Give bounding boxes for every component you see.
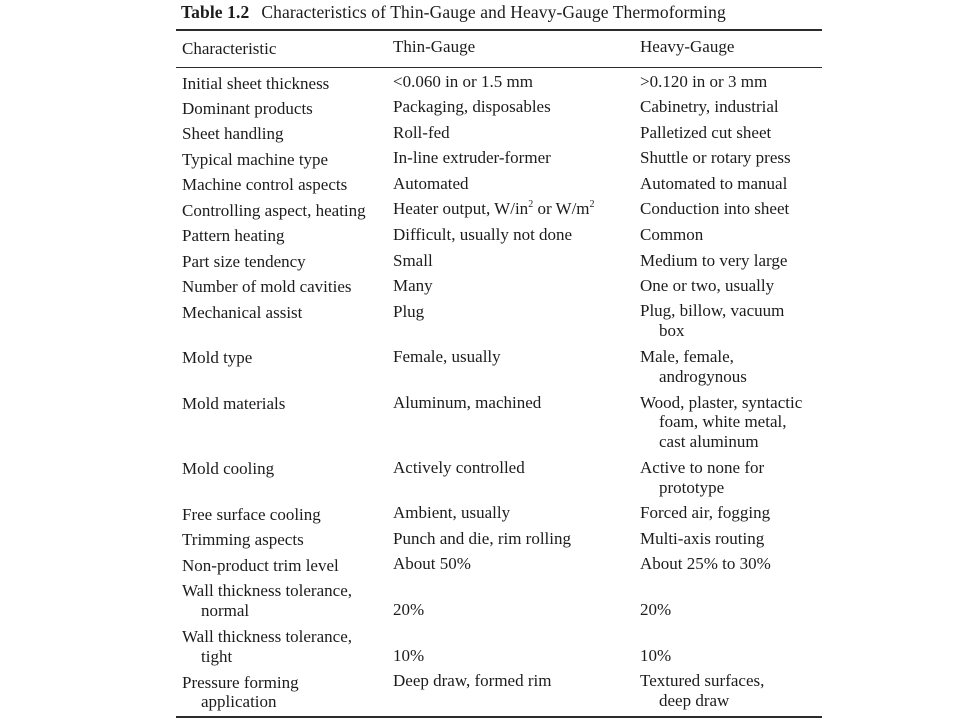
thin-gauge-cell: Many	[393, 276, 433, 295]
heavy-gauge-cell: Automated to manual	[640, 174, 788, 193]
characteristic-cell: Trimming aspects	[182, 530, 304, 549]
heavy-gauge-cell: Active to none for	[640, 458, 765, 477]
heavy-gauge-cell-continued: androgynous	[659, 367, 747, 386]
heavy-gauge-cell: Multi-axis routing	[640, 529, 765, 548]
heavy-gauge-cell-continued: box	[659, 321, 685, 340]
thin-gauge-cell: Punch and die, rim rolling	[393, 529, 572, 548]
heavy-gauge-cell-continued: deep draw	[659, 691, 730, 710]
thin-gauge-cell: 10%	[393, 646, 425, 665]
superscript: 2	[528, 199, 534, 210]
characteristic-cell: Pressure forming	[182, 673, 299, 692]
characteristic-cell: Part size tendency	[182, 252, 306, 271]
table-title: Characteristics of Thin-Gauge and Heavy-Gauge Thermoforming	[261, 2, 726, 22]
thin-gauge-cell: Ambient, usually	[393, 503, 511, 522]
superscript: 2	[589, 199, 595, 210]
characteristic-cell: Machine control aspects	[182, 175, 348, 194]
thin-gauge-cell: Deep draw, formed rim	[393, 671, 552, 690]
thin-gauge-cell: Female, usually	[393, 347, 501, 366]
characteristic-cell: Pattern heating	[182, 226, 285, 245]
thin-gauge-cell: Automated	[393, 174, 469, 193]
characteristic-cell: Mold materials	[182, 394, 286, 413]
heavy-gauge-cell: Shuttle or rotary press	[640, 148, 791, 167]
heavy-gauge-cell: Plug, billow, vacuum	[640, 301, 785, 320]
thin-gauge-cell: <0.060 in or 1.5 mm	[393, 72, 533, 91]
header-characteristic: Characteristic	[182, 39, 277, 58]
heavy-gauge-cell: One or two, usually	[640, 276, 775, 295]
heavy-gauge-cell: Male, female,	[640, 347, 734, 366]
heavy-gauge-cell: Conduction into sheet	[640, 199, 790, 218]
thin-gauge-cell: Aluminum, machined	[393, 393, 542, 412]
heavy-gauge-cell: 10%	[640, 646, 672, 665]
characteristic-cell-continued: tight	[201, 647, 233, 666]
heavy-gauge-cell: 20%	[640, 600, 672, 619]
characteristic-cell: Sheet handling	[182, 124, 284, 143]
heavy-gauge-cell: >0.120 in or 3 mm	[640, 72, 768, 91]
heavy-gauge-cell: Common	[640, 225, 704, 244]
characteristic-cell: Free surface cooling	[182, 505, 321, 524]
header-rule	[176, 67, 822, 68]
thin-gauge-cell: Packaging, disposables	[393, 97, 551, 116]
thin-gauge-text: or W/m	[533, 199, 590, 218]
characteristic-cell: Mold type	[182, 348, 253, 367]
characteristic-cell: Wall thickness tolerance,	[182, 627, 352, 646]
characteristic-cell-continued: normal	[201, 601, 250, 620]
characteristic-cell-continued: application	[201, 692, 277, 711]
characteristic-cell: Number of mold cavities	[182, 277, 352, 296]
heavy-gauge-cell: Textured surfaces,	[640, 671, 765, 690]
characteristic-cell: Wall thickness tolerance,	[182, 581, 352, 600]
heavy-gauge-cell-continued: cast aluminum	[659, 432, 759, 451]
thin-gauge-cell: Small	[393, 251, 433, 270]
bottom-rule	[176, 716, 822, 718]
characteristic-cell: Typical machine type	[182, 150, 329, 169]
thin-gauge-cell: 20%	[393, 600, 425, 619]
characteristic-cell: Initial sheet thickness	[182, 74, 330, 93]
characteristic-cell: Mechanical assist	[182, 303, 303, 322]
thin-gauge-cell: In-line extruder-former	[393, 148, 551, 167]
thin-gauge-cell: Roll-fed	[393, 123, 450, 142]
heavy-gauge-cell: About 25% to 30%	[640, 554, 771, 573]
table-label: Table 1.2	[181, 2, 250, 22]
heavy-gauge-cell: Palletized cut sheet	[640, 123, 772, 142]
thin-gauge-cell: Plug	[393, 302, 425, 321]
characteristic-cell: Non-product trim level	[182, 556, 339, 575]
heavy-gauge-cell-continued: foam, white metal,	[659, 412, 787, 431]
heavy-gauge-cell: Forced air, fogging	[640, 503, 771, 522]
characteristic-cell: Dominant products	[182, 99, 313, 118]
thin-gauge-cell	[393, 199, 595, 219]
thin-gauge-cell: About 50%	[393, 554, 471, 573]
heavy-gauge-cell: Cabinetry, industrial	[640, 97, 779, 116]
thin-gauge-cell: Difficult, usually not done	[393, 225, 573, 244]
header-thin-gauge: Thin-Gauge	[393, 37, 476, 56]
top-rule	[176, 29, 822, 31]
thin-gauge-text: Heater output, W/in	[393, 199, 529, 218]
header-heavy-gauge: Heavy-Gauge	[640, 37, 735, 56]
thin-gauge-cell: Actively controlled	[393, 458, 525, 477]
heavy-gauge-cell: Wood, plaster, syntactic	[640, 393, 803, 412]
characteristic-cell: Controlling aspect, heating	[182, 201, 366, 220]
heavy-gauge-cell: Medium to very large	[640, 251, 788, 270]
heavy-gauge-cell-continued: prototype	[659, 478, 725, 497]
characteristic-cell: Mold cooling	[182, 459, 275, 478]
table-caption	[181, 2, 726, 23]
